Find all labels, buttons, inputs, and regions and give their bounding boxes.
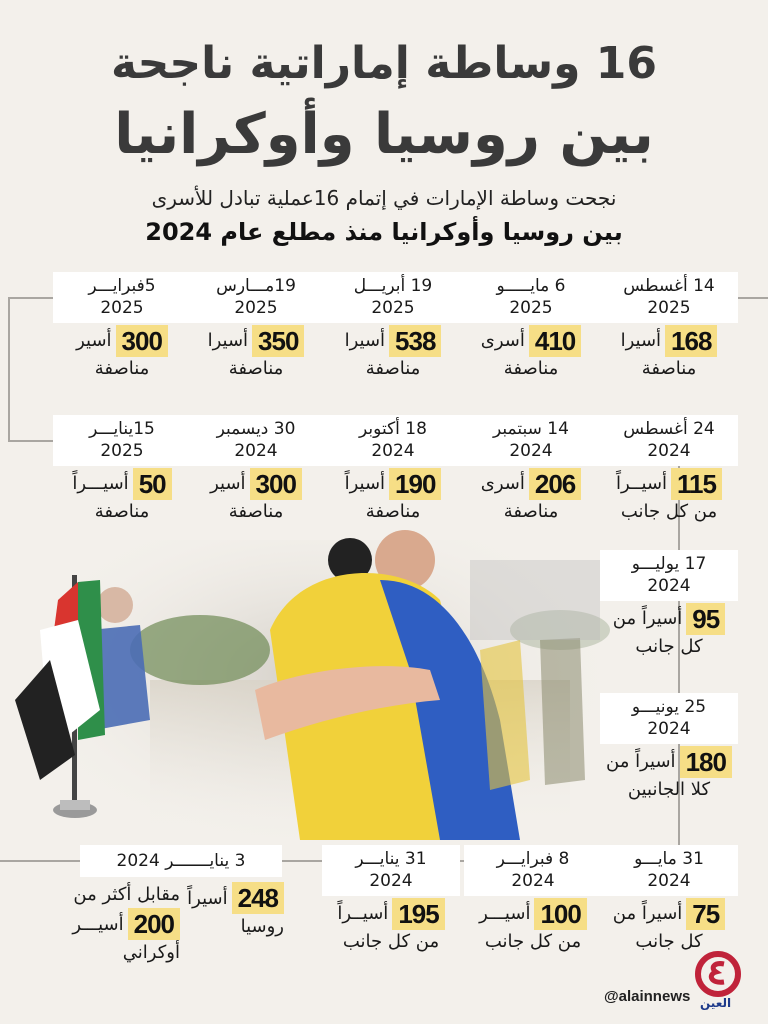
card-date: 30 ديسمبر <box>216 419 296 439</box>
card-count: 410 <box>529 325 581 357</box>
ukraine-label: أوكراني <box>122 942 180 963</box>
card-count: 115 <box>671 468 722 500</box>
timeline-card-2024-10-18 <box>324 415 462 524</box>
card-note: مناصفة <box>503 358 559 379</box>
card-date: 8 فبرايـــر <box>496 849 570 869</box>
card-date: 14 سبتمبر <box>493 419 569 439</box>
card-note: مناصفة <box>365 358 421 379</box>
card-year: 2024 <box>511 871 555 891</box>
logo-text: العين <box>700 996 732 1010</box>
card-year: 2024 <box>234 441 278 461</box>
ukraine-side <box>40 882 180 966</box>
card-date: 19مـــارس <box>216 276 296 296</box>
card-note: مناصفة <box>641 358 697 379</box>
card-count: 300 <box>250 468 302 500</box>
card-date: 3 ينايـــــــر 2024 <box>80 845 282 877</box>
card-unit: أسيـــراً <box>72 473 129 494</box>
card-date: 6 مايـــــو <box>496 276 566 296</box>
russia-unit: أسيراً <box>187 887 228 909</box>
card-note: مناصفة <box>365 501 421 522</box>
card-count: 100 <box>534 898 586 930</box>
uae-flag-icon <box>15 575 105 818</box>
russia-side <box>184 882 284 940</box>
card-unit: أسيرا <box>207 330 249 351</box>
card-note: كلا الجانبين <box>627 779 711 800</box>
card-year: 2025 <box>100 441 144 461</box>
card-date: 15ينايـــر <box>89 419 155 439</box>
card-note: من كل جانب <box>342 931 440 952</box>
card-note: من كل جانب <box>484 931 582 952</box>
card-date: 18 أكتوبر <box>359 419 427 439</box>
card-count: 538 <box>389 325 441 357</box>
card-unit: أسيراً من <box>612 903 683 924</box>
timeline-card-2025-01-15 <box>53 415 191 524</box>
ukraine-prefix: مقابل أكثر من <box>73 884 180 905</box>
social-handle[interactable]: @alainnews <box>604 988 691 1005</box>
subtitle-line-2: بين روسيا وأوكرانيا منذ مطلع عام 2024 <box>145 218 623 246</box>
timeline-card-2024-05-31 <box>600 845 738 954</box>
card-unit: أسيراً <box>344 473 386 494</box>
timeline-card-2024-02-08 <box>464 845 602 954</box>
card-date: 25 يونيـــو <box>631 697 707 717</box>
card-count: 168 <box>665 325 717 357</box>
card-date: 31 ينايـــر <box>355 849 427 869</box>
card-note: كل جانب <box>635 636 703 657</box>
card-year: 2024 <box>647 441 691 461</box>
card-note: كل جانب <box>635 931 703 952</box>
card-unit: أسيرا <box>344 330 386 351</box>
card-count: 195 <box>392 898 444 930</box>
card-unit: أسيـــر <box>479 903 531 924</box>
russia-count: 248 <box>232 882 284 914</box>
card-date: 17 يوليـــو <box>631 554 707 574</box>
russia-label: روسيا <box>240 916 284 937</box>
card-unit: أسيراً من <box>606 751 676 772</box>
card-note: مناصفة <box>503 501 559 522</box>
card-count: 75 <box>686 898 725 930</box>
card-unit: أسرى <box>480 330 525 351</box>
card-unit: أسيراً من <box>612 608 683 629</box>
connector-left-vertical <box>8 297 10 442</box>
card-count: 300 <box>116 325 168 357</box>
card-unit: أسير <box>210 473 246 494</box>
timeline-card-2024-07-17 <box>600 550 738 659</box>
card-year: 2024 <box>647 576 691 596</box>
card-date: 5فبرايـــر <box>88 276 156 296</box>
card-unit: أسيــراً <box>616 473 668 494</box>
card-year: 2024 <box>509 441 553 461</box>
timeline-card-2025-03-19 <box>187 272 325 381</box>
card-count: 350 <box>252 325 304 357</box>
card-count: 190 <box>389 468 441 500</box>
timeline-card-2025-05-06 <box>462 272 600 381</box>
card-year: 2025 <box>647 298 691 318</box>
card-year: 2025 <box>371 298 415 318</box>
card-year: 2025 <box>234 298 278 318</box>
card-count: 206 <box>529 468 581 500</box>
timeline-card-2025-02-05 <box>53 272 191 381</box>
timeline-card-2024-01-03 <box>80 845 282 877</box>
timeline-card-2025-04-19 <box>324 272 462 381</box>
card-unit: أسيرا <box>620 330 662 351</box>
card-note: من كل جانب <box>620 501 718 522</box>
card-year: 2025 <box>509 298 553 318</box>
card-unit: أسيــراً <box>337 903 389 924</box>
card-note: مناصفة <box>94 358 150 379</box>
card-unit: أسرى <box>480 473 525 494</box>
timeline-card-2024-12-30 <box>187 415 325 524</box>
card-count: 180 <box>680 746 732 778</box>
ukraine-count: 200 <box>128 908 180 940</box>
card-note: مناصفة <box>94 501 150 522</box>
card-year: 2025 <box>100 298 144 318</box>
card-count: 50 <box>133 468 172 500</box>
timeline-card-2024-01-31 <box>322 845 460 954</box>
card-year: 2024 <box>369 871 413 891</box>
card-date: 24 أغسطس <box>623 419 715 439</box>
title-line-2: بين روسيا وأوكرانيا <box>114 102 654 167</box>
card-date: 19 أبريـــل <box>353 276 433 296</box>
card-note: مناصفة <box>228 501 284 522</box>
subtitle-line-1: نجحت وساطة الإمارات في إتمام 16عملية تبادل للأسرى <box>151 186 617 210</box>
card-year: 2024 <box>647 871 691 891</box>
ukraine-unit: أسيـــر <box>72 913 124 935</box>
card-date: 31 مايـــو <box>634 849 704 869</box>
card-unit: أسير <box>76 330 112 351</box>
card-year: 2024 <box>371 441 415 461</box>
title-line-1: 16 وساطة إماراتية ناجحة <box>110 38 658 89</box>
timeline-card-2024-06-25 <box>600 693 738 802</box>
card-count: 95 <box>686 603 725 635</box>
timeline-card-2024-09-14 <box>462 415 600 524</box>
card-date: 14 أغسطس <box>623 276 715 296</box>
timeline-card-2024-08-24 <box>600 415 738 524</box>
card-year: 2024 <box>647 719 691 739</box>
card-note: مناصفة <box>228 358 284 379</box>
timeline-card-2025-08-14 <box>600 272 738 381</box>
